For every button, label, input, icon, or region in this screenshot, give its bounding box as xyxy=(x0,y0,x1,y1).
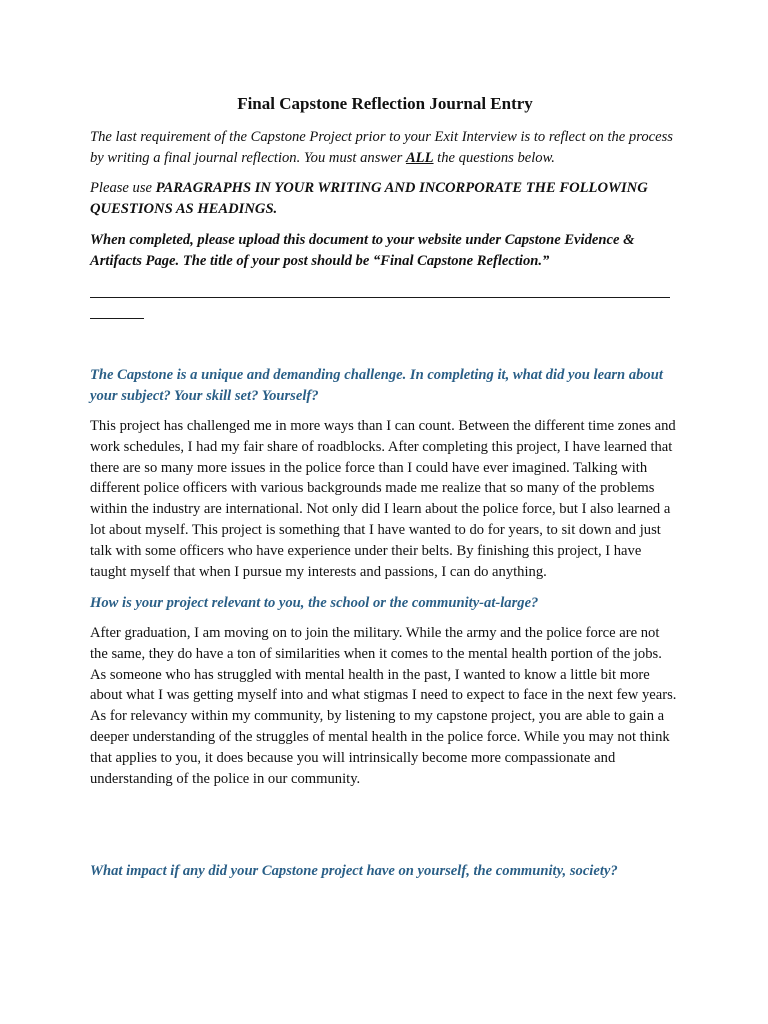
section-heading-relevance: How is your project relevant to you, the school or the community-at-large? xyxy=(90,595,539,611)
intro-requirement-tail: the questions below. xyxy=(433,149,555,166)
section-answer-learning: This project has challenged me in more ways than I can count. Between the different time zones and work schedules, I had my fair share of roadblocks. After completing this project, I have learned that there are so many more issues in the police force than I could have ever imagined. Talking with different police officers with various backgrounds made me realize that so many of the problems within the industry are international. Not only did I learn about the police force, but I also learned a lot about myself. This project is something that I have wanted to do for years, to sit down and just talk with some officers who have experience under their belts. By finishing this project, I have taught myself that when I pursue my interests and passions, I can do anything. xyxy=(90,418,676,580)
divider-line xyxy=(90,297,670,298)
divider-line-continuation xyxy=(90,318,144,319)
section-answer-relevance: After graduation, I am moving on to join the military. While the army and the police force are not the same, they do have a ton of similarities when it comes to the mental health portion of the jobs. As someone who has struggled with mental health in the past, I wanted to know a little bit more about what I was getting myself into and what stigmas I need to expect to face in the next few years. As for relevancy within my community, by listening to my capstone project, you are able to gain a deeper understanding of the struggles of mental health in the police force. While you may not think that applies to you, it does because you will intrinsically become more compassionate and understanding of the police in our community. xyxy=(90,625,677,787)
section-heading-impact: What impact if any did your Capstone project have on yourself, the community, society? xyxy=(90,863,618,879)
intro-requirement xyxy=(90,127,680,168)
intro-requirement-emphasis: ALL xyxy=(405,149,434,166)
intro-format-bold: PARAGRAPHS IN YOUR WRITING AND INCORPORATE THE FOLLOWING QUESTIONS AS HEADINGS. xyxy=(90,180,648,217)
section-heading-learning: The Capstone is a unique and demanding challenge. In completing it, what did you learn about your subject? Your skill set? Yourself? xyxy=(90,367,663,404)
intro-requirement-text: The last requirement of the Capstone Project prior to your Exit Interview is to reflect on the process by writing a final journal reflection. You must answer xyxy=(90,129,673,166)
page-title: Final Capstone Reflection Journal Entry xyxy=(237,94,533,113)
intro-upload-instruction: When completed, please upload this document to your website under Capstone Evidence & Artifacts Page. The title of your post should be “Final Capstone Reflection.” xyxy=(90,232,635,269)
intro-format-instruction xyxy=(90,178,680,219)
intro-format-lead: Please use xyxy=(90,180,156,196)
